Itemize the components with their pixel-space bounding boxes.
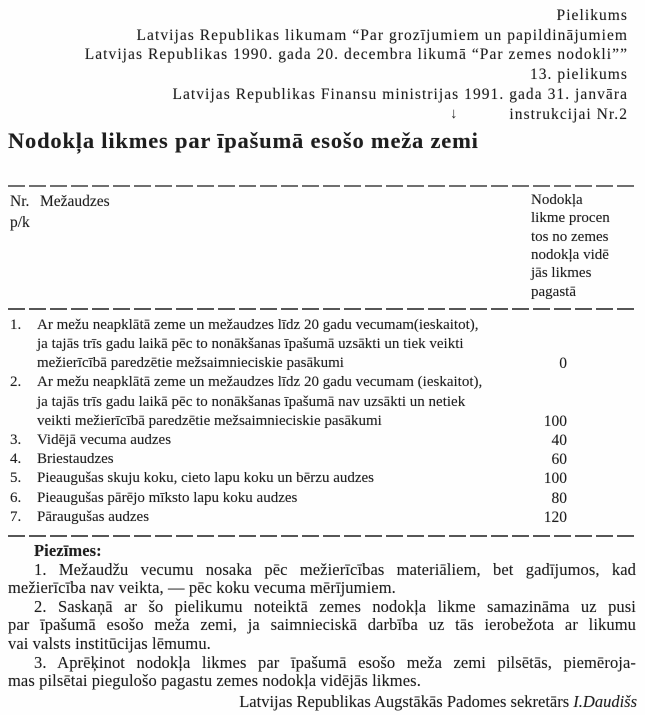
row-description <box>37 469 512 488</box>
row-description <box>37 373 512 431</box>
row-description-line: Ar mežu neapklātā zeme un mežaudzes līdz 20 gadu vecumam (ieskaitot), <box>37 374 483 391</box>
row-description-line: mežierīcībā paredzētie mežsaimnieciskie pasākumi <box>37 355 344 372</box>
note-paragraph <box>8 561 636 598</box>
note-line: mežierīcība nav veikta, — pēc koku vecuma mērījumiem. <box>8 578 396 598</box>
annex-header-line: 13. pielikums <box>529 66 628 84</box>
note-line: vai valsts institūcijas lēmumu. <box>8 633 211 653</box>
signatory-name: I.Daudišs <box>573 691 637 711</box>
row-value: 100 <box>543 470 567 488</box>
table-row <box>10 489 567 508</box>
column-header-stand <box>10 191 110 233</box>
annex-header-line: Latvijas Republikas 1990. gada 20. decembra likumā “Par zemes nodokli”” <box>84 46 628 64</box>
doc-annex-header <box>0 0 645 124</box>
row-number: 5. <box>10 470 22 487</box>
row-value: 80 <box>551 489 567 507</box>
row-description-line: Pāraugušas audzes <box>37 508 150 525</box>
note-line: mas pilsētai piegulošo pagastu zemes nodokļa vidējās likmes. <box>8 671 421 691</box>
table-row <box>10 373 567 431</box>
row-number: 4. <box>10 451 22 468</box>
row-number: 6. <box>10 489 22 506</box>
row-description-line: ja tajās trīs gadu laikā pēc to nonākšanas īpašumā uzsākti un tiek veikti <box>37 335 464 352</box>
rate-header-line: nodokļa vidē <box>531 246 609 263</box>
rate-header-line: jās likmes <box>531 265 592 282</box>
annex-header-line: Latvijas Republikas likumam “Par grozījumiem un papildinājumiem <box>136 26 628 44</box>
column-header-stand-label: Mežaudzes <box>40 192 110 210</box>
table-row <box>10 450 567 469</box>
note-line: 3. Aprēķinot nodokļa likmes par īpašumā esošo meža zemi pilsētās, piemēroja- <box>34 652 636 672</box>
annex-header-line: Pielikums <box>556 7 628 24</box>
row-description-line: veikti mežierīcībā paredzētie mežsaimnieciskie pasākumi <box>37 412 382 429</box>
row-description <box>37 450 512 469</box>
tax-rate-table <box>0 187 645 527</box>
annex-header-line: Latvijas Republikas Finansu ministrijas 1991. gada 31. janvāra <box>172 85 628 103</box>
column-header-number-label: Nr. <box>10 192 30 210</box>
signature-line <box>0 691 645 711</box>
scan-artifact-mark: ↓ <box>450 106 458 122</box>
row-value: 0 <box>559 355 567 373</box>
table-body <box>0 310 645 527</box>
row-value: 60 <box>551 451 567 469</box>
row-value: 40 <box>551 431 567 449</box>
row-description-line: Pieaugušas pārējo mīksto lapu koku audzes <box>37 489 298 506</box>
row-number: 2. <box>10 374 22 391</box>
column-header-rate <box>531 191 628 301</box>
note-line: 2. Saskaņā ar šo pielikumu noteiktā zemes nodokļa likme samazināma uz pusi <box>34 596 636 616</box>
table-row <box>10 316 567 374</box>
table-row <box>10 431 567 450</box>
row-description-line: Briestaudzes <box>37 451 114 468</box>
table-row <box>10 469 567 488</box>
rate-header-line: Nodokļa <box>531 191 583 208</box>
signature-prefix: Latvijas Republikas Augstākās Padomes sekretārs <box>239 691 574 711</box>
row-number: 1. <box>10 316 22 333</box>
rate-header-line: pagastā <box>531 283 576 300</box>
row-description-line: ja tajās trīs gadu laikā pēc to nonākšanas īpašumā nav uzsākti un netiek <box>37 393 466 410</box>
row-description <box>37 316 512 374</box>
row-description-line: Vidējā vecuma audzes <box>37 431 172 448</box>
page-title: Nodokļa likmes par īpašumā esošo meža zemi <box>8 128 479 154</box>
table-top-rule <box>8 185 637 187</box>
note-line: par īpašumā esošo meža zemi, ja saimnieciskā darbība uz tās ierobežota ar likumu <box>8 615 636 635</box>
row-number: 3. <box>10 431 22 448</box>
table-header <box>0 187 645 308</box>
row-description <box>37 431 512 450</box>
note-line: 1. Mežaudžu vecumu nosaka pēc mežierīcības materiāliem, bet gadījumos, kad <box>34 559 636 579</box>
row-description <box>37 508 512 527</box>
row-description <box>37 489 512 508</box>
column-header-number-sub: p/k <box>10 213 30 231</box>
note-paragraph <box>8 654 636 691</box>
rate-header-line: likme procen <box>531 210 610 227</box>
note-paragraph <box>8 598 636 654</box>
rate-header-line: tos no zemes <box>531 228 609 245</box>
row-value: 120 <box>543 508 567 526</box>
table-row <box>10 508 567 527</box>
notes-section <box>0 537 645 691</box>
annex-header-line: instrukcijai Nr.2 <box>509 105 628 123</box>
row-description-line: Pieaugušas skuju koku, cieto lapu koku un bērzu audzes <box>37 470 375 487</box>
row-number: 7. <box>10 508 22 525</box>
row-value: 100 <box>543 412 567 430</box>
row-description-line: Ar mežu neapklātā zeme un mežaudzes līdz 20 gadu vecumam(ieskaitot), <box>37 316 479 333</box>
notes-heading: Piezīmes: <box>34 540 102 560</box>
